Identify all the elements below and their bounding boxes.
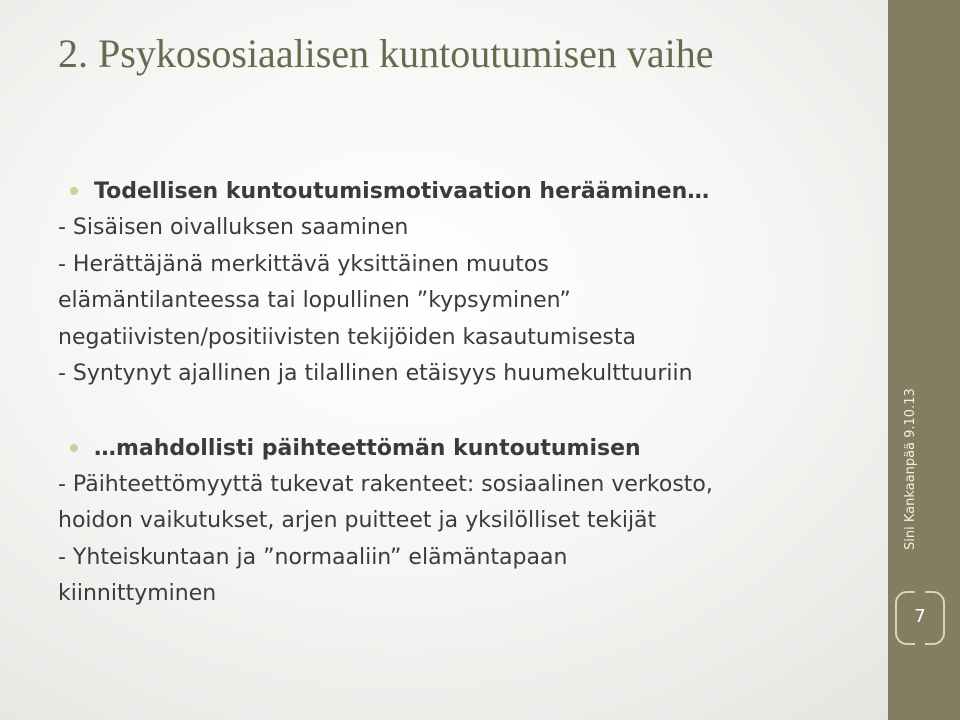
footer-author-date: Sini Kankaanpää 9.10.13: [903, 388, 918, 550]
body-line: - Syntynyt ajallinen ja tilallinen etäisyys huumekulttuuriin: [58, 361, 693, 386]
body-line: - Herättäjänä merkittävä yksittäinen muutos: [58, 251, 549, 277]
body-line: kiinnittyminen: [58, 581, 217, 606]
bullet-dot-icon: [70, 187, 78, 195]
body-line: - Yhteiskuntaan ja ”normaaliin” elämäntapaan: [58, 544, 568, 570]
bullet-heading-text: …mahdollisti päihteettömän kuntoutumisen: [94, 435, 641, 461]
bullet-heading-text: Todellisen kuntoutumismotivaation herääminen…: [94, 179, 710, 204]
slide-title: 2. Psykososiaalisen kuntoutumisen vaihe: [58, 31, 714, 76]
body-line: - Sisäisen oivalluksen saaminen: [58, 215, 409, 240]
body-line: elämäntilanteessa tai lopullinen ”kypsyminen”: [58, 288, 571, 313]
slide-body: [58, 174, 873, 613]
bullet-heading-1: [58, 174, 873, 210]
body-line: hoidon vaikutukset, arjen puitteet ja yksilölliset tekijät: [58, 508, 657, 533]
body-line: negatiivisten/positiivisten tekijöiden kasautumisesta: [58, 324, 636, 350]
body-line: - Päihteettömyyttä tukevat rakenteet: sosiaalinen verkosto,: [58, 471, 713, 497]
section-spacer: [58, 393, 873, 431]
page-number: 7: [914, 606, 926, 627]
bullet-dot-icon: [70, 444, 78, 452]
bullet-heading-2: [58, 431, 873, 467]
